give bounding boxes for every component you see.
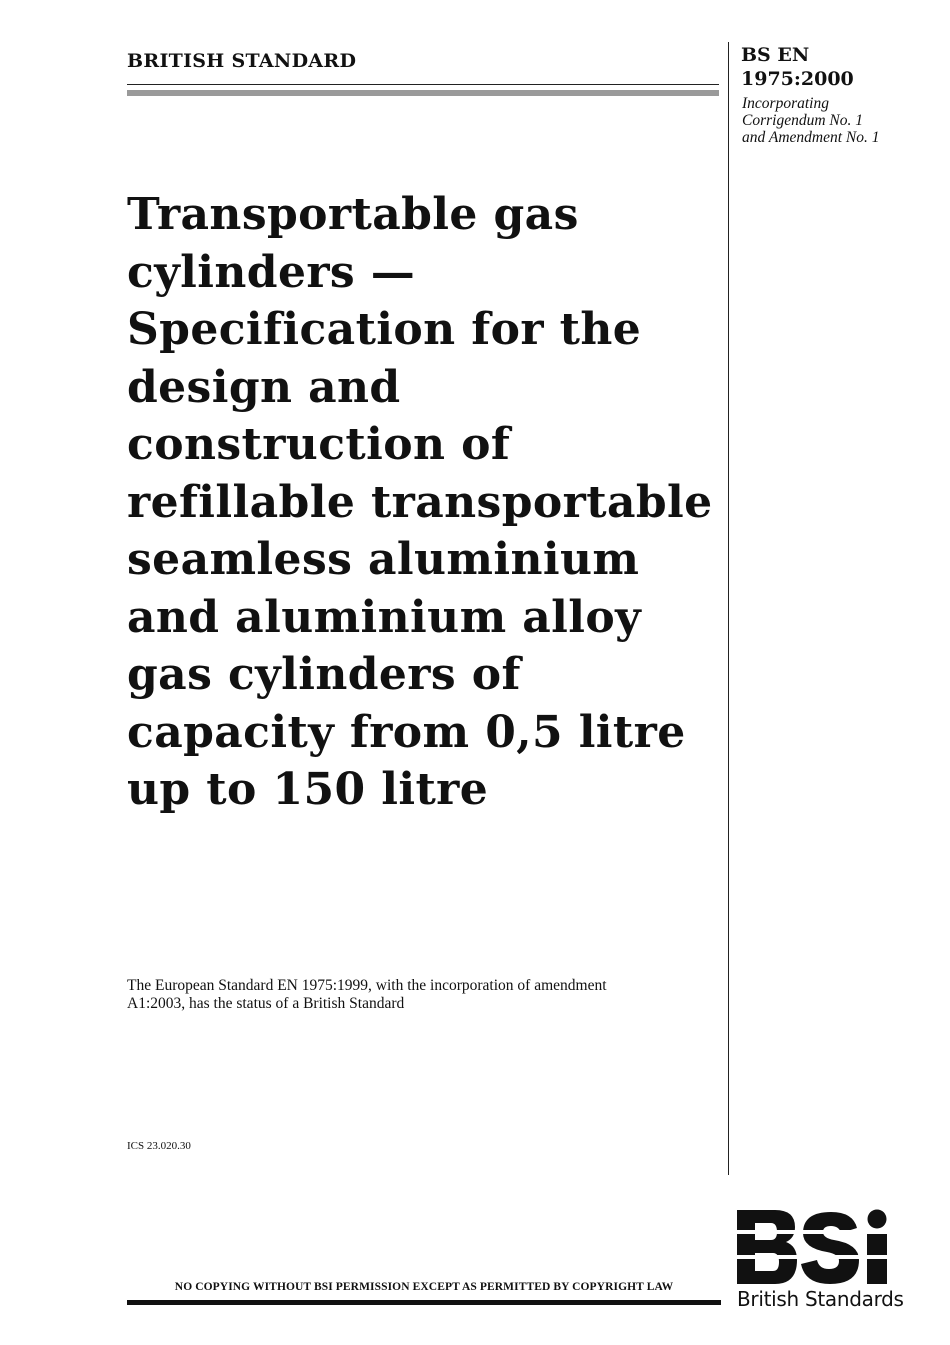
vertical-divider bbox=[728, 42, 729, 1175]
standard-number-line1: BS EN bbox=[741, 44, 810, 66]
bsi-logo-subtitle: British Standards bbox=[737, 1287, 904, 1311]
incorporation-note: Incorporating Corrigendum No. 1 and Amendment No. 1 bbox=[742, 95, 880, 146]
header-thick-rule bbox=[127, 90, 719, 96]
document-type-label: BRITISH STANDARD bbox=[127, 50, 357, 72]
ics-code: ICS 23.020.30 bbox=[127, 1140, 191, 1152]
status-statement: The European Standard EN 1975:1999, with the incorporation of amendment A1:2003, has the status of a British Standard bbox=[127, 977, 607, 1012]
bsi-logo-icon bbox=[735, 1208, 910, 1288]
footer-rule bbox=[127, 1300, 721, 1305]
copyright-notice: NO COPYING WITHOUT BSI PERMISSION EXCEPT AS PERMITTED BY COPYRIGHT LAW bbox=[174, 1281, 674, 1293]
header-thin-rule bbox=[127, 84, 719, 85]
document-title: Transportable gas cylinders — Specification for the design and construction of refillable transportable seamless aluminium and aluminium alloy gas cylinders of capacity from 0,5 litre up to 150 litre bbox=[127, 189, 713, 815]
standard-number bbox=[741, 43, 921, 91]
standard-number-line2: 1975:2000 bbox=[741, 68, 854, 90]
